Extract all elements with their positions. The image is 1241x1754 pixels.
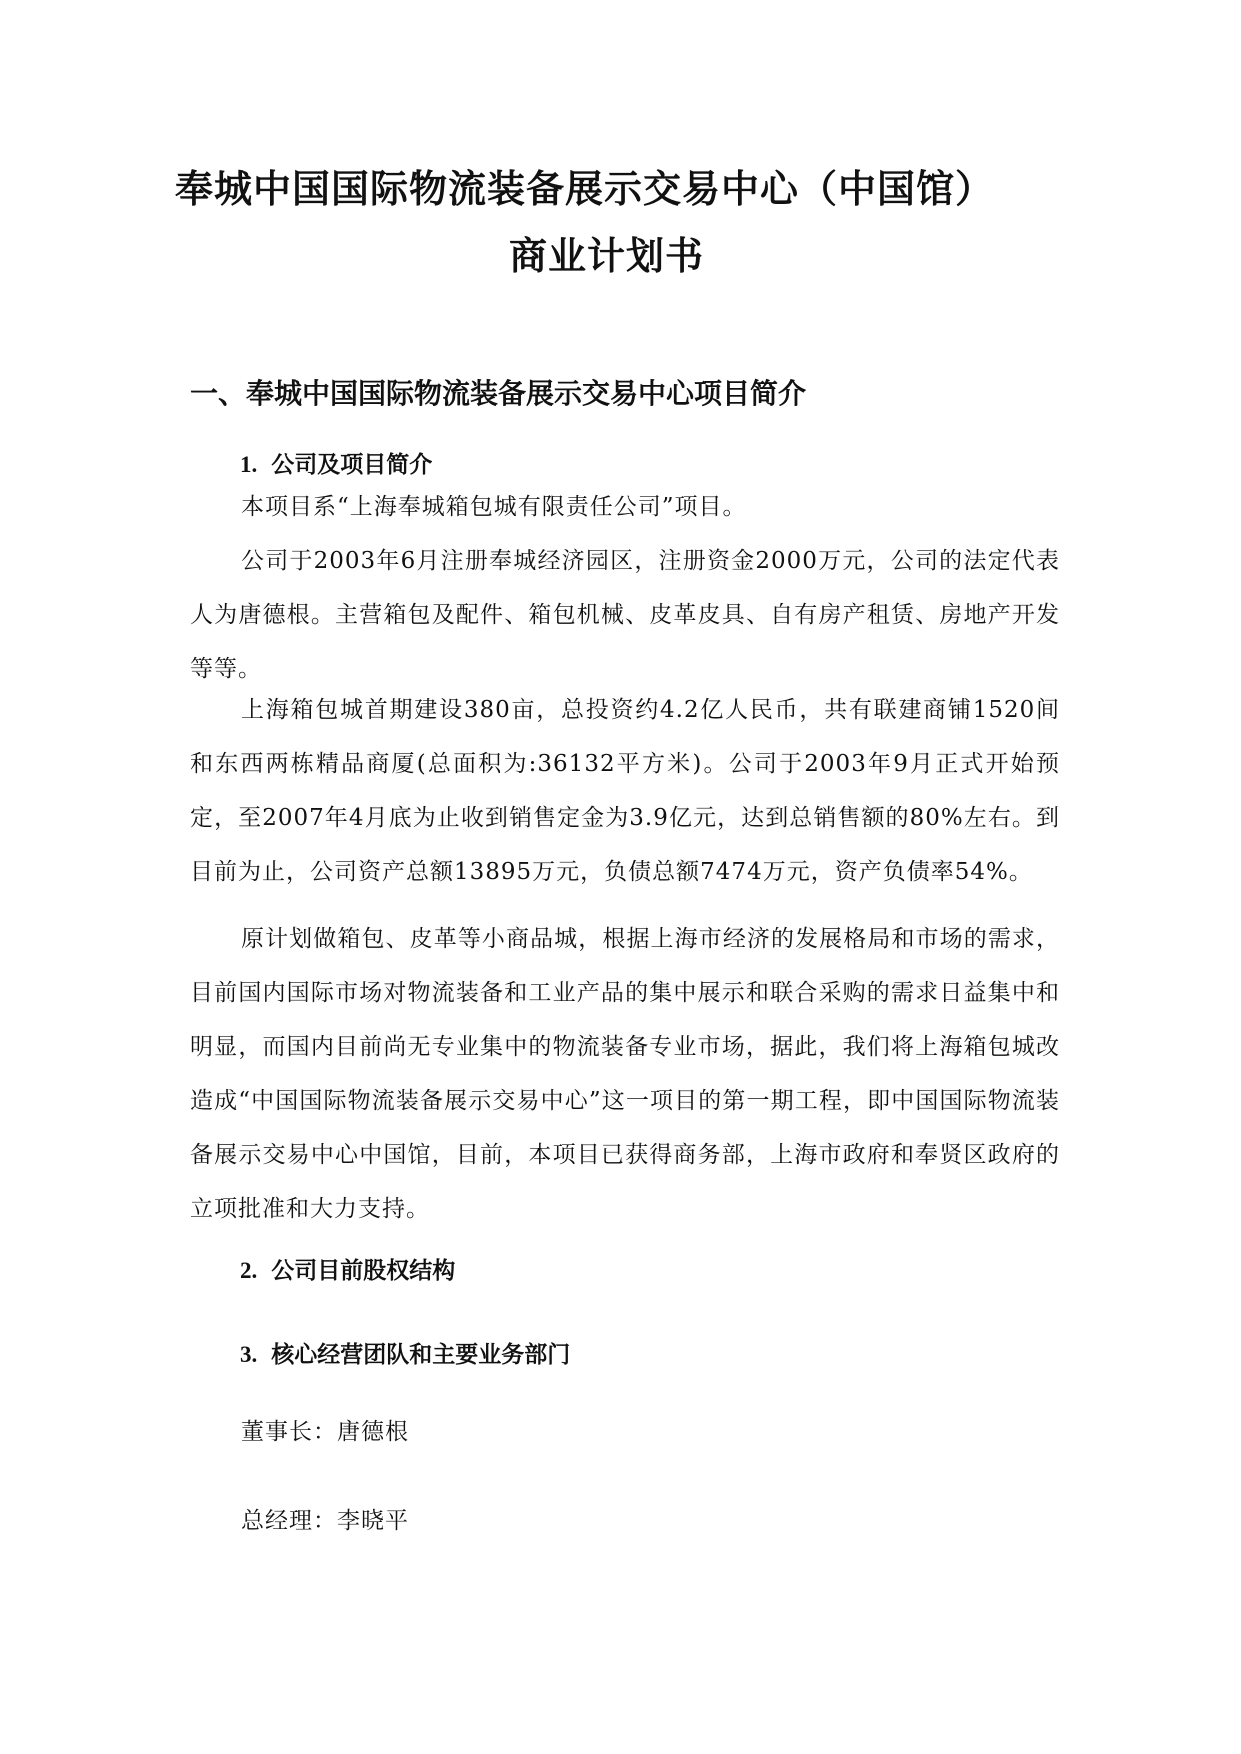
subsection-label: 公司目前股权结构 xyxy=(271,1258,456,1284)
subsection-label: 公司及项目简介 xyxy=(271,452,433,478)
document-title: 奉城中国国际物流装备展示交易中心（中国馆） xyxy=(174,167,994,211)
subsection-label: 核心经营团队和主要业务部门 xyxy=(271,1342,571,1368)
subsection-heading xyxy=(240,1336,570,1369)
paragraph: 原计划做箱包、皮革等小商品城，根据上海市经济的发展格局和市场的需求，目前国内国际市场对物流装备和工业产品的集中展示和联合采购的需求日益集中和明显，而国内目前尚无专业集中的物流装备专业市场，据此，我们将上海箱包城改造成“中国国际物流装备展示交易中心”这一项目的第一期工程，即中国国际物流装备展示交易中心中国馆，目前，本项目已获得商务部，上海市政府和奉贤区政府的立项批准和大力支持。 xyxy=(190,926,1060,1222)
section-heading: 一、奉城中国国际物流装备展示交易中心项目简介 xyxy=(190,377,807,410)
subsection-heading xyxy=(240,1252,455,1285)
subsection-heading xyxy=(240,446,432,479)
subsection-number: 3. xyxy=(240,1342,258,1367)
subsection-number: 2. xyxy=(240,1258,258,1283)
paragraph: 公司于2003年6月注册奉城经济园区，注册资金2000万元，公司的法定代表人为唐德根。主营箱包及配件、箱包机械、皮革皮具、自有房产租赁、房地产开发等等。 xyxy=(190,548,1060,682)
subsection-number: 1. xyxy=(240,452,258,477)
document-subtitle: 商业计划书 xyxy=(508,234,704,278)
paragraph: 上海箱包城首期建设380亩，总投资约4.2亿人民币，共有联建商铺1520间和东西两栋精品商厦(总面积为:36132平方米)。公司于2003年9月正式开始预定，至2007年4月底为止收到销售定金为3.9亿元，达到总销售额的80%左右。到目前为止，公司资产总额13895万元，负债总额7474万元，资产负债率54%。 xyxy=(190,697,1060,885)
paragraph: 本项目系“上海奉城箱包城有限责任公司”项目。 xyxy=(241,494,747,520)
team-member-chairman: 董事长：唐德根 xyxy=(241,1419,409,1445)
team-member-general-manager: 总经理：李晓平 xyxy=(241,1508,409,1534)
